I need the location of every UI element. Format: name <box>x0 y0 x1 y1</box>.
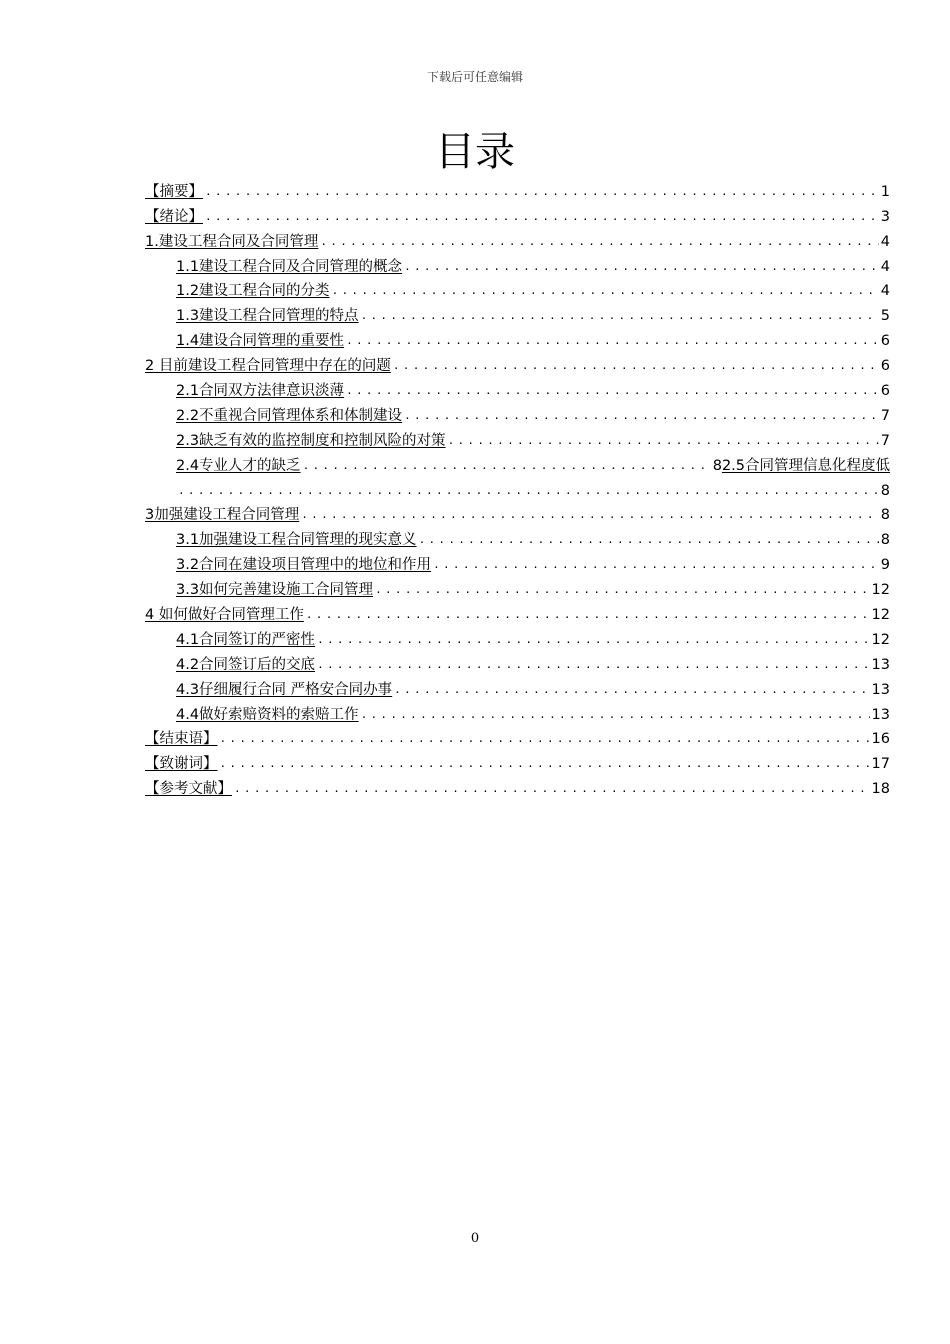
toc-entry-page[interactable]: 12 <box>871 607 890 624</box>
toc-entry[interactable] <box>145 326 890 351</box>
toc-dot-leader <box>394 680 869 700</box>
toc-entry-page[interactable]: 9 <box>880 557 890 574</box>
toc-entry-label[interactable]: 1.1建设工程合同及合同管理的概念 <box>176 258 403 275</box>
toc-entry[interactable] <box>145 725 890 750</box>
toc-dot-leader <box>393 356 879 376</box>
toc-dot-leader <box>346 381 879 401</box>
toc-entry-page[interactable]: 4 <box>880 283 890 300</box>
toc-entry[interactable] <box>145 252 890 277</box>
toc-dot-leader <box>361 306 879 326</box>
toc-entry-page[interactable]: 4 <box>880 233 890 250</box>
toc-entry[interactable] <box>145 550 890 575</box>
toc-entry[interactable] <box>145 277 890 302</box>
toc-entry-label[interactable]: 2.4专业人才的缺乏 <box>176 457 301 474</box>
toc-entry-label[interactable]: 2.3缺乏有效的监控制度和控制风险的对策 <box>176 432 446 449</box>
toc-entry-label[interactable]: 【致谢词】 <box>145 756 218 773</box>
toc-dot-leader <box>317 630 869 650</box>
toc-entry[interactable] <box>145 401 890 426</box>
toc-entry-label[interactable]: 2.1合同双方法律意识淡薄 <box>176 383 345 400</box>
toc-entry-label[interactable]: 4 如何做好合同管理工作 <box>145 607 304 624</box>
page-title: 目录 <box>435 129 515 175</box>
toc-dot-leader <box>234 779 870 799</box>
toc-entry-label[interactable]: 1.建设工程合同及合同管理 <box>145 233 319 250</box>
toc-entry-label[interactable]: 3.2合同在建设项目管理中的地位和作用 <box>176 557 432 574</box>
toc-entry-page[interactable]: 8 <box>712 457 722 474</box>
header-note: 下载后可任意编辑 <box>426 70 523 84</box>
toc-dot-leader <box>375 580 869 600</box>
toc-entry-page[interactable]: 13 <box>871 706 890 723</box>
toc-entry[interactable] <box>145 575 890 600</box>
toc-entry-label[interactable]: 3.3如何完善建设施工合同管理 <box>176 582 374 599</box>
table-of-contents <box>145 177 890 799</box>
toc-entry[interactable] <box>145 625 890 650</box>
toc-dot-leader <box>205 207 879 227</box>
toc-dot-leader <box>303 456 711 476</box>
toc-entry[interactable] <box>145 700 890 725</box>
toc-entry-label[interactable]: 【结束语】 <box>145 731 218 748</box>
toc-entry[interactable] <box>145 202 890 227</box>
toc-entry[interactable] <box>145 774 890 799</box>
toc-dot-leader <box>404 257 879 277</box>
toc-entry-page[interactable]: 16 <box>871 731 890 748</box>
toc-entry-page[interactable]: 6 <box>880 333 890 350</box>
toc-entry-label[interactable]: 2 目前建设工程合同管理中存在的问题 <box>145 358 391 375</box>
toc-entry[interactable] <box>145 227 890 252</box>
toc-dot-leader <box>205 182 879 202</box>
toc-entry-page[interactable]: 13 <box>871 656 890 673</box>
toc-entry-continuation[interactable]: 2.5合同管理信息化程度低 <box>721 457 890 474</box>
toc-entry-page[interactable]: 17 <box>871 756 890 773</box>
toc-entry-label[interactable]: 3加强建设工程合同管理 <box>145 507 300 524</box>
toc-entry-label[interactable]: 【摘要】 <box>145 183 203 200</box>
toc-entry[interactable] <box>145 177 890 202</box>
toc-entry[interactable] <box>145 451 890 476</box>
toc-entry[interactable] <box>145 301 890 326</box>
toc-entry-page[interactable]: 3 <box>880 208 890 225</box>
toc-entry-page[interactable]: 13 <box>871 681 890 698</box>
toc-entry-label[interactable]: 4.4做好索赔资料的索赔工作 <box>176 706 359 723</box>
toc-entry-page[interactable]: 12 <box>871 631 890 648</box>
toc-entry-label[interactable]: 3.1加强建设工程合同管理的现实意义 <box>176 532 417 549</box>
toc-entry-page[interactable]: 1 <box>880 183 890 200</box>
toc-dot-leader <box>433 555 879 575</box>
toc-entry-page[interactable]: 8 <box>880 507 890 524</box>
toc-entry-page[interactable]: 6 <box>880 383 890 400</box>
toc-entry-page[interactable]: 7 <box>880 432 890 449</box>
toc-entry[interactable] <box>145 650 890 675</box>
toc-dot-leader <box>220 754 870 774</box>
toc-dot-leader <box>301 505 879 525</box>
toc-dot-leader <box>320 232 878 252</box>
toc-entry-page[interactable]: 8 <box>880 532 890 549</box>
toc-entry-label[interactable]: 【绪论】 <box>145 208 203 225</box>
toc-entry-page[interactable]: 4 <box>880 258 890 275</box>
toc-entry-label[interactable]: 1.2建设工程合同的分类 <box>176 283 330 300</box>
toc-dot-leader <box>361 705 870 725</box>
toc-entry[interactable] <box>145 501 890 526</box>
toc-entry[interactable] <box>145 376 890 401</box>
toc-dot-leader <box>220 729 870 749</box>
toc-entry[interactable] <box>145 749 890 774</box>
toc-dot-leader <box>317 655 869 675</box>
toc-entry[interactable] <box>145 351 890 376</box>
toc-entry-label[interactable]: 4.1合同签订的严密性 <box>176 631 316 648</box>
toc-dot-leader <box>448 431 879 451</box>
toc-dot-leader <box>332 281 879 301</box>
toc-dot-leader <box>404 406 879 426</box>
toc-entry[interactable] <box>145 476 890 501</box>
page-number: 0 <box>470 1231 480 1246</box>
toc-entry-label[interactable]: 【参考文献】 <box>145 781 232 798</box>
toc-dot-leader <box>419 530 879 550</box>
toc-entry-page[interactable]: 12 <box>871 582 890 599</box>
toc-entry-label[interactable]: 2.2不重视合同管理体系和体制建设 <box>176 407 403 424</box>
toc-entry[interactable] <box>145 525 890 550</box>
toc-dot-leader <box>306 605 870 625</box>
toc-entry-page[interactable]: 8 <box>880 482 890 499</box>
toc-entry-label[interactable]: 4.2合同签订后的交底 <box>176 656 316 673</box>
toc-entry-label[interactable]: 4.3仔细履行合同 严格安合同办事 <box>176 681 393 698</box>
toc-entry-page[interactable]: 7 <box>880 407 890 424</box>
toc-entry[interactable] <box>145 600 890 625</box>
toc-entry-page[interactable]: 18 <box>871 781 890 798</box>
toc-dot-leader <box>178 481 879 501</box>
toc-entry-page[interactable]: 5 <box>880 308 890 325</box>
toc-entry-page[interactable]: 6 <box>880 358 890 375</box>
toc-entry-label[interactable]: 1.4建设合同管理的重要性 <box>176 333 345 350</box>
toc-entry[interactable] <box>145 675 890 700</box>
toc-entry-label[interactable]: 1.3建设工程合同管理的特点 <box>176 308 359 325</box>
toc-entry[interactable] <box>145 426 890 451</box>
toc-dot-leader <box>346 331 879 351</box>
